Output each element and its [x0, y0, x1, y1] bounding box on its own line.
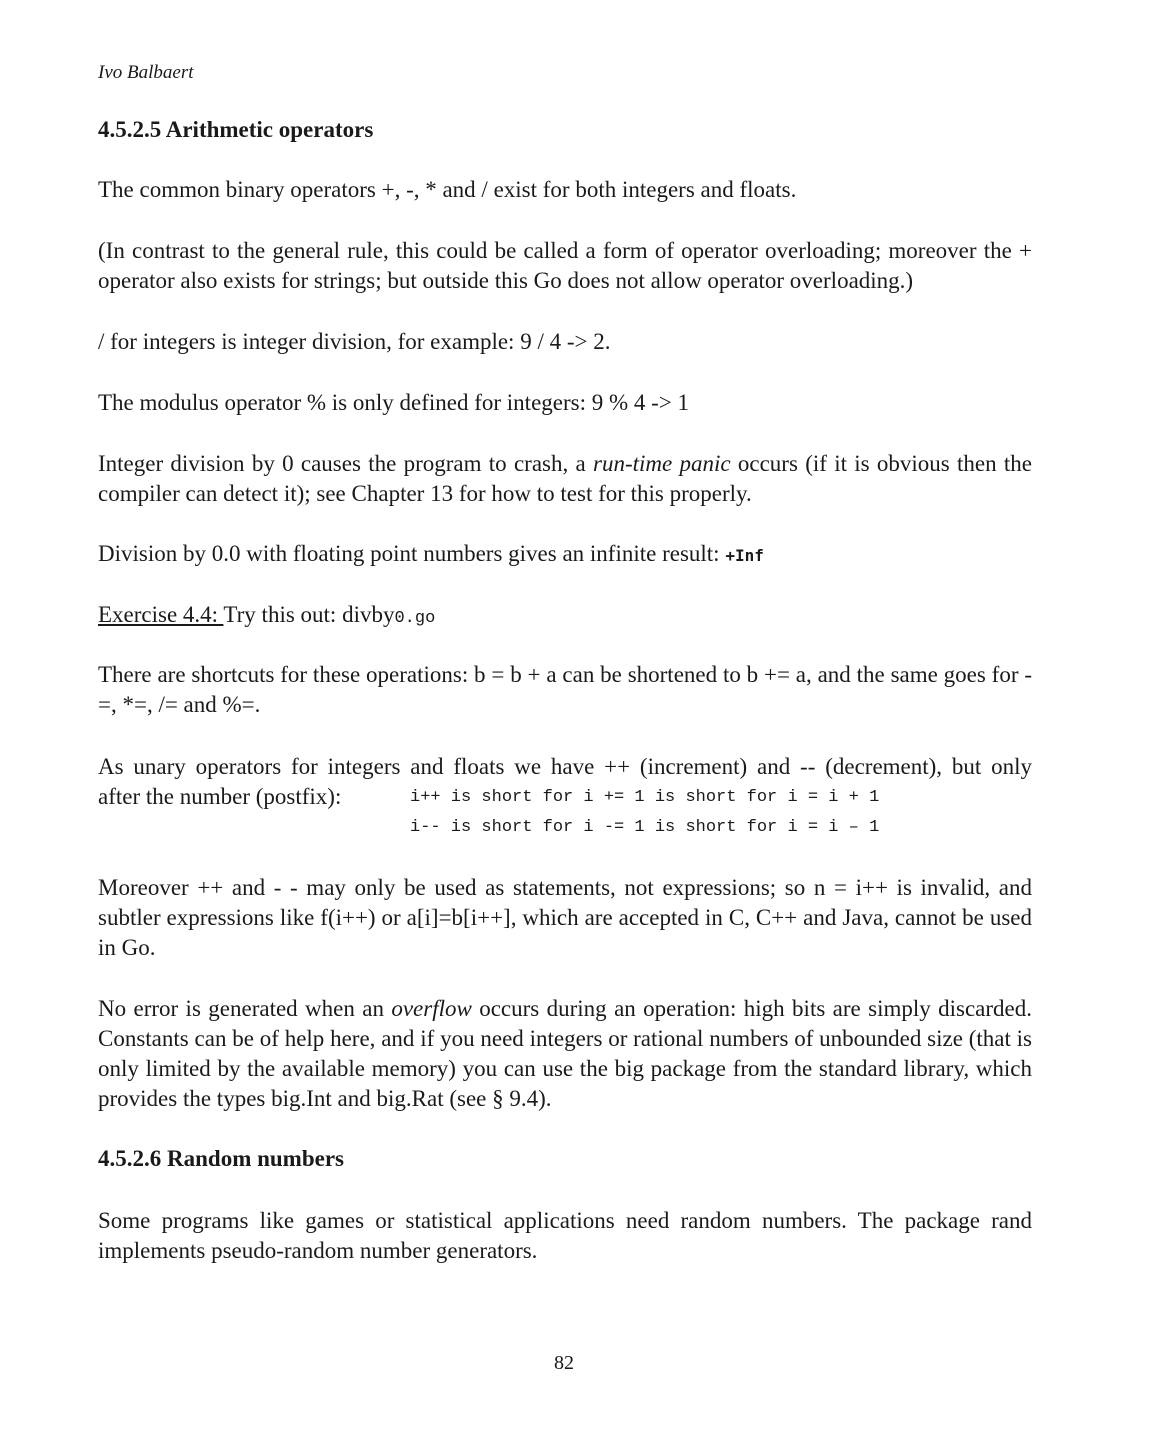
- paragraph-modulus: The modulus operator % is only defined for integers: 9 % 4 -> 1: [98, 390, 690, 415]
- paragraph-shortcuts: There are shortcuts for these operations: b = b + a can be shortened to b += a, and the same goes for -=, *=, /= and %=.: [98, 662, 1032, 717]
- paragraph-statements-not-expressions: Moreover ++ and - - may only be used as statements, not expressions; so n = i++ is invalid, and subtler expressions like f(i++) or a[i]=b[i++], which are accepted in C, C++ and Java, cannot be used in Go.: [98, 875, 1032, 960]
- emphasis-overflow: overflow: [391, 996, 472, 1021]
- page-number: 82: [554, 1352, 574, 1374]
- running-header-author: Ivo Balbaert: [98, 62, 194, 83]
- paragraph-division-by-zero: [98, 449, 1032, 509]
- paragraph-binary-operators: [98, 175, 1032, 205]
- text: occurs (if it is obvious then the compiler can detect it); see Chapter 13 for how to test for this properly.: [98, 451, 1032, 506]
- paragraph-overflow: [98, 994, 1032, 1114]
- paragraph-exercise: [98, 600, 1032, 634]
- text: occurs during an operation: high bits are simply discarded. Constants can be of help here, and if you need integers or rational numbers of unbounded size (that is only limited by the available memory) you can use the big package from the standard library, which provides the types big.Int and big.Rat (see § 9.4).: [98, 996, 1033, 1111]
- paragraph-operator-overloading: [98, 236, 1032, 296]
- exercise-label: Exercise 4.4:: [98, 602, 224, 627]
- text: exist for both integers and floats.: [487, 177, 797, 202]
- filename-code: 0.go: [394, 609, 436, 628]
- plus-operator: +: [1019, 238, 1032, 263]
- paragraph-integer-division: / for integers is integer division, for example: 9 / 4 -> 2.: [98, 329, 611, 354]
- section-heading-random-numbers: 4.5.2.6 Random numbers: [98, 1146, 345, 1171]
- paragraph-unary-operators-line2: after the number (postfix):: [98, 784, 342, 809]
- code-inf: +Inf: [725, 546, 764, 565]
- section-heading-arithmetic-operators: 4.5.2.5 Arithmetic operators: [98, 117, 374, 142]
- emphasis-run-time-panic: run-time panic: [593, 451, 731, 476]
- text: operator also exists for strings; but outside this Go does not allow operator overloading.): [98, 268, 914, 293]
- text: Try this out: divby: [223, 602, 395, 627]
- paragraph-random-numbers: Some programs like games or statistical applications need random numbers. The package rand implements pseudo-random number generators.: [98, 1208, 1032, 1263]
- text: (In contrast to the general rule, this could be called a form of operator overloading; moreover the: [98, 238, 1020, 263]
- paragraph-float-division: [98, 539, 1032, 571]
- text: Division by 0.0 with floating point numbers gives an infinite result:: [98, 541, 726, 566]
- paragraph-unary-operators-line1: As unary operators for integers and floats we have ++ (increment) and -- (decrement), but only: [98, 754, 1032, 779]
- text: Integer division by 0 causes the program to crash, a: [98, 451, 594, 476]
- code-increment-example: i++ is short for i += 1 is short for i = i + 1: [410, 788, 880, 807]
- text: The common binary operators: [98, 177, 382, 202]
- code-decrement-example: i-- is short for i -= 1 is short for i = i – 1: [410, 818, 880, 837]
- text: No error is generated when an: [98, 996, 392, 1021]
- operators-text: +, -, * and /: [381, 177, 488, 202]
